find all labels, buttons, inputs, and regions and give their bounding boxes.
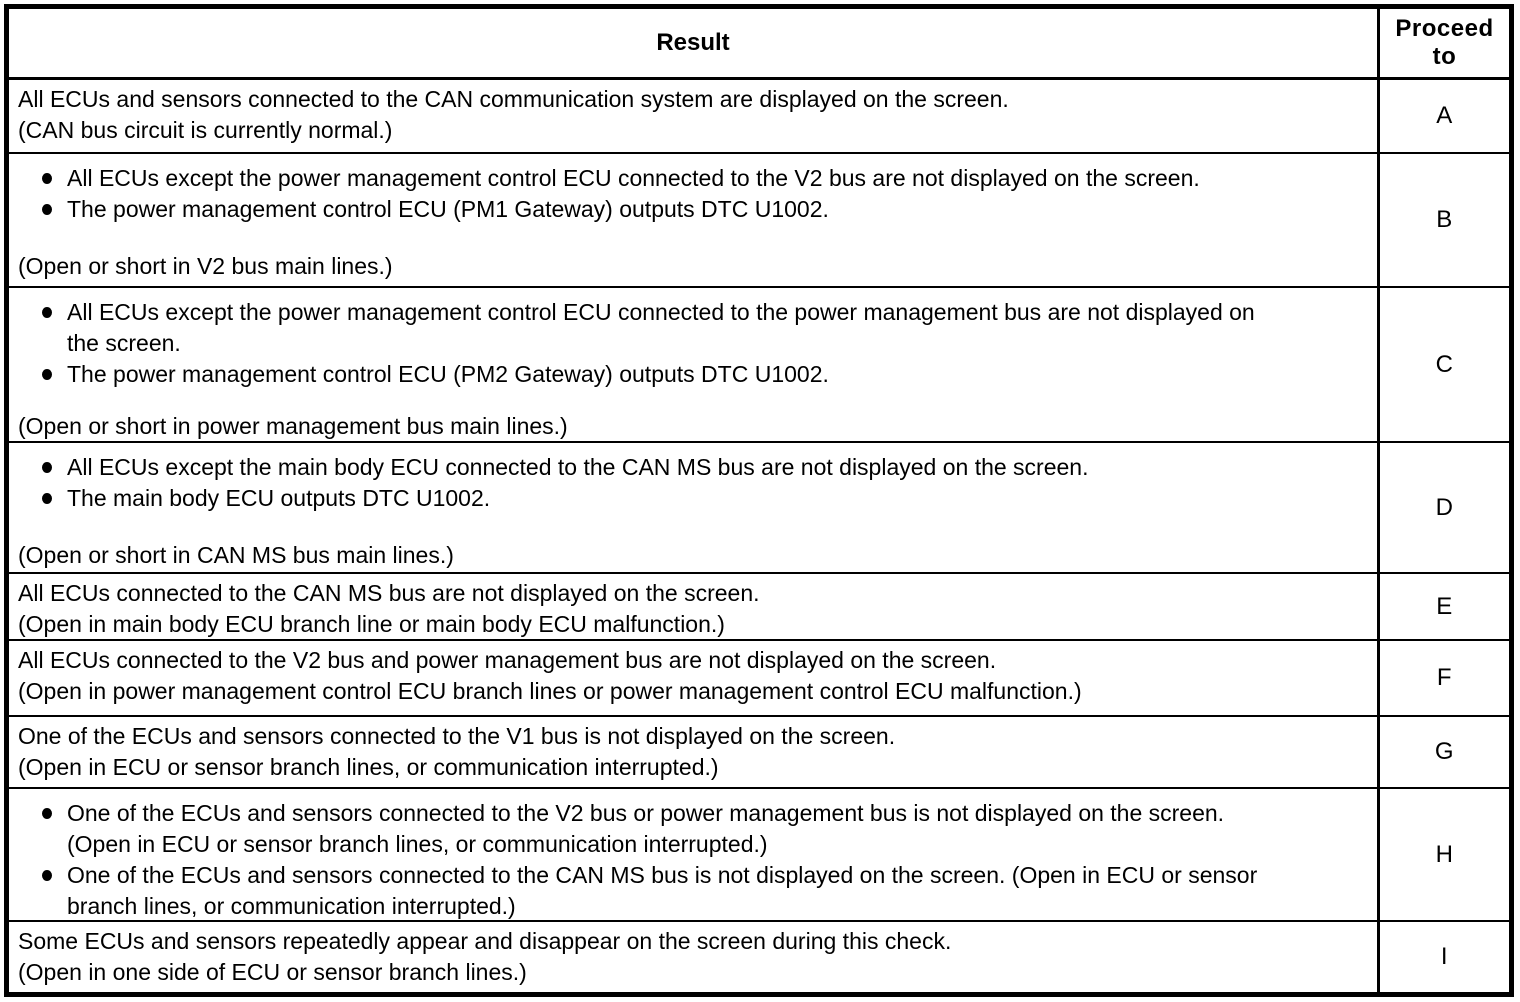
bullet-text: All ECUs except the power management control ECU connected to the power management bus are not displayed on bbox=[67, 299, 1255, 325]
result-cell-g bbox=[9, 717, 1377, 787]
row-d bbox=[9, 441, 1509, 572]
proceed-letter: F bbox=[1436, 664, 1453, 691]
bullet-text: The power management control ECU (PM1 Gateway) outputs DTC U1002. bbox=[67, 196, 829, 222]
text-line: (Open in ECU or sensor branch lines, or communication interrupted.) bbox=[67, 831, 768, 857]
bullet-text: One of the ECUs and sensors connected to the V2 bus or power management bus is not displayed on the screen. bbox=[67, 800, 1225, 826]
bullet-icon bbox=[42, 462, 52, 473]
bullet-text: The main body ECU outputs DTC U1002. bbox=[67, 485, 491, 511]
proceed-header-cell bbox=[1377, 9, 1509, 77]
proceed-cell-h bbox=[1377, 789, 1509, 920]
proceed-letter: B bbox=[1436, 206, 1453, 233]
proceed-cell-e bbox=[1377, 574, 1509, 639]
proceed-cell-b bbox=[1377, 154, 1509, 286]
result-cell-a bbox=[9, 80, 1377, 152]
bullet-icon bbox=[42, 204, 52, 215]
text-line: (Open or short in CAN MS bus main lines.) bbox=[18, 542, 454, 568]
proceed-cell-c bbox=[1377, 288, 1509, 441]
bullet-icon bbox=[42, 493, 52, 504]
text-line: Some ECUs and sensors repeatedly appear and disappear on the screen during this check. bbox=[18, 928, 952, 954]
blank-line bbox=[9, 225, 1369, 251]
text-line: All ECUs and sensors connected to the CAN communication system are displayed on the screen. bbox=[18, 86, 1009, 112]
result-cell-e bbox=[9, 574, 1377, 639]
proceed-letter: G bbox=[1434, 738, 1455, 765]
proceed-cell-a bbox=[1377, 80, 1509, 152]
text-line bbox=[9, 163, 1369, 194]
bullet-text: One of the ECUs and sensors connected to the CAN MS bus is not displayed on the screen. (Open in ECU or sensor bbox=[67, 862, 1258, 888]
text-line bbox=[9, 359, 1369, 390]
bullet-icon bbox=[42, 369, 52, 380]
text-line: One of the ECUs and sensors connected to the V1 bus is not displayed on the screen. bbox=[18, 723, 896, 749]
results-table bbox=[4, 4, 1514, 997]
row-e bbox=[9, 572, 1509, 639]
result-header-label: Result bbox=[656, 29, 730, 56]
text-line: All ECUs connected to the CAN MS bus are not displayed on the screen. bbox=[18, 580, 760, 606]
proceed-cell-f bbox=[1377, 641, 1509, 715]
bullet-icon bbox=[42, 808, 52, 819]
text-line bbox=[9, 452, 1369, 483]
bullet-icon bbox=[42, 307, 52, 318]
text-line: (Open or short in power management bus main lines.) bbox=[18, 413, 568, 439]
bullet-text: The power management control ECU (PM2 Gateway) outputs DTC U1002. bbox=[67, 361, 829, 387]
result-cell-b bbox=[9, 154, 1377, 286]
text-line bbox=[9, 297, 1369, 328]
text-line bbox=[9, 798, 1369, 829]
proceed-cell-d bbox=[1377, 443, 1509, 572]
row-a bbox=[9, 78, 1509, 152]
header-row bbox=[9, 9, 1509, 78]
proceed-letter: A bbox=[1436, 102, 1453, 129]
proceed-letter: E bbox=[1436, 592, 1453, 620]
text-line: (Open in ECU or sensor branch lines, or communication interrupted.) bbox=[18, 754, 719, 780]
row-b bbox=[9, 152, 1509, 286]
bullet-text: All ECUs except the main body ECU connected to the CAN MS bus are not displayed on the screen. bbox=[67, 454, 1089, 480]
proceed-letter: D bbox=[1435, 493, 1454, 521]
text-line: branch lines, or communication interrupted.) bbox=[67, 893, 516, 919]
text-line: (Open or short in V2 bus main lines.) bbox=[18, 253, 393, 279]
proceed-header-label: Proceed to bbox=[1395, 15, 1494, 70]
proceed-cell-i bbox=[1377, 922, 1509, 992]
text-line bbox=[9, 860, 1369, 891]
result-cell-f bbox=[9, 641, 1377, 715]
bullet-icon bbox=[42, 173, 52, 184]
result-cell-h bbox=[9, 789, 1377, 920]
row-f bbox=[9, 639, 1509, 715]
text-line: All ECUs connected to the V2 bus and power management bus are not displayed on the screen. bbox=[18, 647, 997, 673]
proceed-cell-g bbox=[1377, 717, 1509, 787]
result-cell-d bbox=[9, 443, 1377, 572]
result-cell-i bbox=[9, 922, 1377, 992]
text-line: (CAN bus circuit is currently normal.) bbox=[18, 117, 393, 143]
proceed-letter: H bbox=[1435, 840, 1454, 868]
text-line: (Open in power management control ECU branch lines or power management control ECU malfunction.) bbox=[18, 678, 1082, 704]
text-line: the screen. bbox=[67, 330, 181, 356]
text-line: (Open in one side of ECU or sensor branch lines.) bbox=[18, 959, 527, 985]
row-i bbox=[9, 920, 1509, 992]
result-cell-c bbox=[9, 288, 1377, 441]
proceed-letter: C bbox=[1435, 350, 1454, 378]
text-line: (Open in main body ECU branch line or main body ECU malfunction.) bbox=[18, 611, 725, 637]
row-c bbox=[9, 286, 1509, 441]
blank-line bbox=[9, 514, 1369, 540]
row-h bbox=[9, 787, 1509, 920]
bullet-icon bbox=[42, 870, 52, 881]
row-g bbox=[9, 715, 1509, 787]
text-line bbox=[9, 483, 1369, 514]
blank-line bbox=[9, 390, 1369, 411]
result-header-cell bbox=[9, 9, 1377, 77]
text-line bbox=[9, 194, 1369, 225]
proceed-letter: I bbox=[1440, 943, 1449, 970]
bullet-text: All ECUs except the power management control ECU connected to the V2 bus are not displayed on the screen. bbox=[67, 165, 1200, 191]
